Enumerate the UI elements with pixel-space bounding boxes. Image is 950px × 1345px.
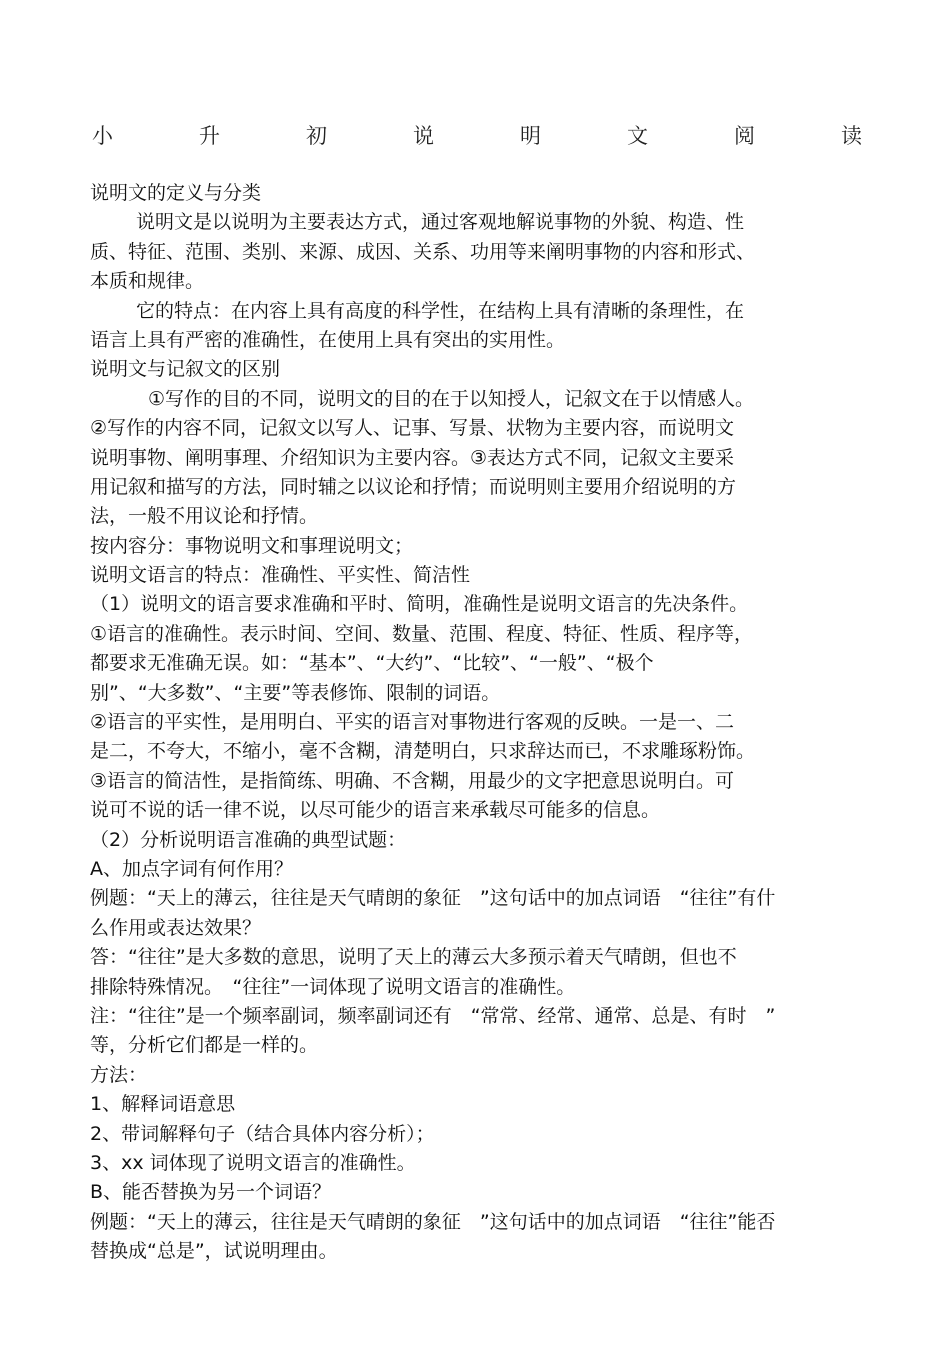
text-line: 么作用或表达效果？ [90,916,262,939]
text-line: 别”、“大多数”、“主要”等表修饰、限制的词语。 [90,681,501,704]
title-char: 读 [841,124,862,148]
text-line: 答：“往往”是大多数的意思，说明了天上的薄云大多预示着天气晴朗，但也不 [90,946,737,969]
text-line: 说可不说的话一律不说，以尽可能少的语言来承载尽可能多的信息。 [90,799,661,822]
title-char: 阅 [734,124,755,148]
text-line: 排除特殊情况。 “往往”一词体现了说明文语言的准确性。 [90,975,576,998]
text-line: 注：“往往”是一个频率副词，频率副词还有 “常常、经常、通常、总是、有时 ” [90,1004,776,1027]
title-char: 说 [413,124,434,148]
text-line: 3、xx 词体现了说明文语言的准确性。 [90,1151,416,1174]
document-body [90,179,860,1266]
text-line: 说明文语言的特点：准确性、平实性、简洁性 [90,564,471,587]
text-line: 都要求无准确无误。如：“基本”、“大约”、“比较”、“一般”、“极个 [90,652,654,675]
text-line: 按内容分：事物说明文和事理说明文； [90,534,414,557]
text-line: ①写作的目的不同，说明文的目的在于以知授人，记叙文在于以情感人。 [148,387,755,410]
text-line: 1、解释词语意思 [90,1093,236,1116]
page-title [92,122,862,150]
text-line: 2、带词解释句子（结合具体内容分析）； [90,1122,435,1145]
title-char: 升 [199,124,220,148]
text-line: 说明文是以说明为主要表达方式，通过客观地解说事物的外貌、构造、性 [136,211,745,234]
text-line: 说明文与记叙文的区别 [90,358,281,381]
text-line: （1）说明文的语言要求准确和平时、简明，准确性是说明文语言的先决条件。 [90,593,749,616]
text-line: 用记叙和描写的方法，同时辅之以议论和抒情；而说明则主要用介绍说明的方 [90,475,737,498]
text-line: 例题：“天上的薄云，往往是天气晴朗的象征 ”这句话中的加点词语 “往往”能否 [90,1210,776,1233]
text-line: B、能否替换为另一个词语？ [90,1181,332,1204]
text-line: ①语言的准确性。表示时间、空间、数量、范围、程度、特征、性质、程序等， [90,622,754,645]
text-line: ②写作的内容不同，记叙文以写人、记事、写景、状物为主要内容，而说明文 [90,417,735,440]
text-line: ②语言的平实性，是用明白、平实的语言对事物进行客观的反映。一是一、二 [90,711,735,734]
text-line: 本质和规律。 [90,270,205,293]
text-line: A、加点字词有何作用？ [90,857,293,880]
text-line: 它的特点：在内容上具有高度的科学性，在结构上具有清晰的条理性，在 [136,299,745,322]
text-line: 语言上具有严密的准确性，在使用上具有突出的实用性。 [90,328,566,351]
text-line: 例题：“天上的薄云，往往是天气晴朗的象征 ”这句话中的加点词语 “往往”有什 [90,887,776,910]
text-line: 质、特征、范围、类别、来源、成因、关系、功用等来阐明事物的内容和形式、 [90,240,756,263]
text-line: 替换成“总是”，试说明理由。 [90,1240,338,1263]
title-char: 小 [92,124,113,148]
title-char: 文 [627,124,648,148]
text-line: 法，一般不用议论和抒情。 [90,505,319,528]
text-line: 说明事物、阐明事理、介绍知识为主要内容。③表达方式不同，记叙文主要采 [90,446,735,469]
title-char: 初 [306,124,327,148]
text-line: （2）分析说明语言准确的典型试题： [90,828,407,851]
text-line: 是二，不夸大，不缩小，毫不含糊，清楚明白，只求辞达而已，不求雕琢粉饰。 [90,740,756,763]
title-char: 明 [520,124,541,148]
text-line: 说明文的定义与分类 [90,182,262,204]
text-line: 等，分析它们都是一样的。 [90,1034,319,1057]
text-line: ③语言的简洁性，是指简练、明确、不含糊，用最少的文字把意思说明白。可 [90,769,735,792]
text-line: 方法： [90,1063,148,1086]
